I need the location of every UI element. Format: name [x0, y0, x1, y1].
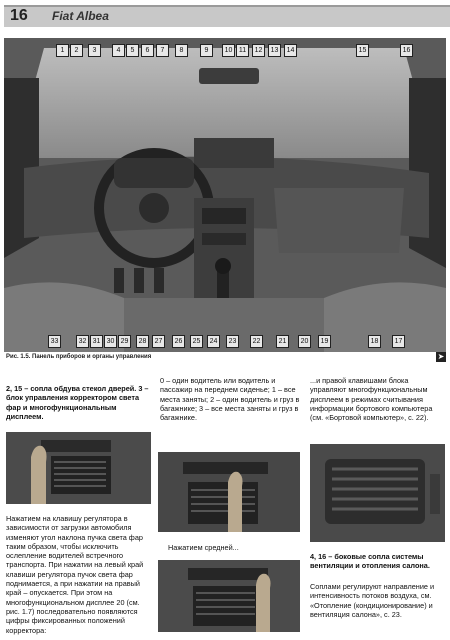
callout-29: 29	[118, 335, 131, 348]
callout-2: 2	[70, 44, 83, 57]
callout-5: 5	[126, 44, 139, 57]
callout-33: 33	[48, 335, 61, 348]
callout-15: 15	[356, 44, 369, 57]
arrow-icon: ➤	[437, 352, 445, 361]
page-number: 16	[10, 7, 28, 24]
callout-14: 14	[284, 44, 297, 57]
callout-7: 7	[156, 44, 169, 57]
callout-32: 32	[76, 335, 89, 348]
callout-10: 10	[222, 44, 235, 57]
callout-17: 17	[392, 335, 405, 348]
col1-body: Нажатием на клавишу регулятора в зависимости от загрузки автомобиля изменяют угол наклона пучка света фар таким образом, чтобы исключить ослепление водителей встречного транспорта. При нажатии на левый край клавиши регулятора пучок света фар поднимается, а при нажатии на правый край – опускается. При этом на многофункциональном дисплее 20 (см. рис. 1.7) последовательно появляются цифры фиксированных положений корректора:	[6, 514, 144, 635]
callout-3: 3	[88, 44, 101, 57]
col2-caption: Нажатием средней...	[168, 543, 239, 552]
callout-23: 23	[226, 335, 239, 348]
callout-31: 31	[90, 335, 103, 348]
page-header	[0, 0, 450, 28]
dashboard-illustration	[4, 38, 446, 352]
callout-19: 19	[318, 335, 331, 348]
col3-body: Соплами регулируют направление и интенсивность потоков воздуха, см. «Отопление (кондиционирование) и вентиляция салона», с. 23.	[310, 582, 435, 619]
brand-title: Fiat Albea	[52, 9, 109, 23]
dashboard-photo	[4, 38, 446, 352]
col1-heading: 2, 15 – сопла обдува стекол дверей. 3 – блок управления корректором света фар и многофункциональным дисплеем.	[6, 384, 149, 421]
callout-30: 30	[104, 335, 117, 348]
callout-27: 27	[152, 335, 165, 348]
callout-12: 12	[252, 44, 265, 57]
callout-26: 26	[172, 335, 185, 348]
callout-11: 11	[236, 44, 249, 57]
callout-18: 18	[368, 335, 381, 348]
side-vent-illustration	[310, 444, 445, 542]
right-button-illustration	[158, 560, 300, 632]
display-button-photo	[158, 452, 300, 532]
col3-top: ...и правой клавишами блока управляют многофункциональным дисплеем в режимах считывания информации бортового компьютера (см. «Бортовой компьютер», с. 22).	[310, 376, 433, 423]
callout-20: 20	[298, 335, 311, 348]
callout-25: 25	[190, 335, 203, 348]
callout-21: 21	[276, 335, 289, 348]
callout-16: 16	[400, 44, 413, 57]
display-button-illustration	[158, 452, 300, 532]
col3-heading: 4, 16 – боковые сопла системы вентиляции и отопления салона.	[310, 552, 430, 571]
figure-caption: Рис. 1.5. Панель приборов и органы управления	[6, 354, 152, 360]
callout-6: 6	[141, 44, 154, 57]
headlight-control-illustration	[6, 432, 151, 504]
right-button-photo	[158, 560, 300, 632]
col2-body: 0 – один водитель или водитель и пассажир на переднем сиденье; 1 – все места заняты; 2 – один водитель и груз в багажнике; 3 – все места заняты и груз в багажнике.	[160, 376, 300, 423]
callout-13: 13	[268, 44, 281, 57]
callout-4: 4	[112, 44, 125, 57]
side-vent-photo	[310, 444, 445, 542]
callout-24: 24	[207, 335, 220, 348]
callout-9: 9	[200, 44, 213, 57]
callout-28: 28	[136, 335, 149, 348]
callout-22: 22	[250, 335, 263, 348]
headlight-control-photo	[6, 432, 151, 504]
callout-8: 8	[175, 44, 188, 57]
callout-1: 1	[56, 44, 69, 57]
